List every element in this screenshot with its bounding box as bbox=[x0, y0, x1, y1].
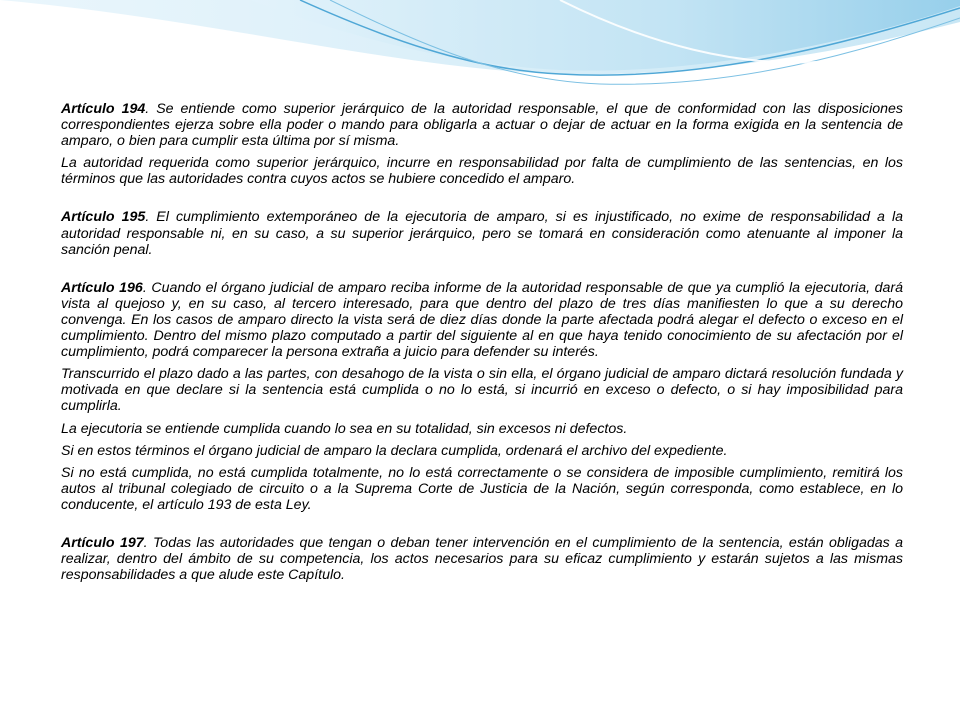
article-196-paragraph-4: Si en estos términos el órgano judicial de amparo la declara cumplida, ordenará el archivo del expediente. bbox=[61, 442, 728, 459]
article-197-paragraph-1 bbox=[61, 535, 903, 583]
article-196-label: Artículo 196 bbox=[61, 279, 143, 296]
header-wave-decoration bbox=[0, 0, 960, 110]
slide-body bbox=[61, 101, 903, 589]
article-196-text: . Cuando el órgano judicial de amparo reciba informe de la autoridad responsable de que ya cumplió la ejecutoria, dará vista al quejoso y, en su caso, al tercero interesado, para que dentro del plazo de tres días manifiesten lo que a su derecho convenga. En los casos de amparo directo la vista será de diez días donde la parte afectada podrá alegar el defecto o exceso en el cumplimiento. Dentro del mismo plazo computado a partir del siguiente al en que haya tenido conocimiento de su afectación por el cumplimiento, podrá comparecer la persona extraña a juicio para defender su interés. bbox=[61, 279, 903, 361]
article-196-paragraph-3: La ejecutoria se entiende cumplida cuando lo sea en su totalidad, sin excesos ni defectos. bbox=[61, 420, 628, 437]
article-196-paragraph-1 bbox=[61, 280, 903, 360]
article-194-paragraph-2: La autoridad requerida como superior jerárquico, incurre en responsabilidad por falta de cumplimiento de las sentencias, en los términos que las autoridades contra cuyos actos se hubiere concedido el amparo. bbox=[61, 155, 903, 188]
article-197-text: . Todas las autoridades que tengan o deban tener intervención en el cumplimiento de la sentencia, están obligadas a realizar, dentro del ámbito de su competencia, los actos necesarios para su eficaz cumplimiento y estarán sujetos a las mismas responsabilidades a que alude este Capítulo. bbox=[61, 534, 903, 584]
article-196-paragraph-5: Si no está cumplida, no está cumplida totalmente, no lo está correctamente o se considera de imposible cumplimiento, remitirá los autos al tribunal colegiado de circuito o a la Suprema Corte de Justicia de la Nación, según corresponda, como establece, en lo conducente, el artículo 193 de esta Ley. bbox=[61, 464, 903, 513]
article-197-label: Artículo 197 bbox=[61, 534, 144, 551]
article-194-text: . Se entiende como superior jerárquico de la autoridad responsable, el que de conformidad con las disposiciones correspondientes ejerza sobre ella poder o mando para obligarla a actuar o dejar de actuar en la forma exigida en la sentencia de amparo, o bien para cumplir esta última por sí misma. bbox=[61, 101, 903, 150]
article-196-paragraph-2: Transcurrido el plazo dado a las partes, con desahogo de la vista o sin ella, el órgano judicial de amparo dictará resolución fundada y motivada en que declare si la sentencia está cumplida o no lo está, si incurrió en exceso o defecto, o si hay imposibilidad para cumplirla. bbox=[61, 366, 903, 415]
article-195-text: . El cumplimiento extemporáneo de la ejecutoria de amparo, si es injustificado, no exime de responsabilidad a la autoridad responsable ni, en su caso, a su superior jerárquico, pero se tomará en consideración como atenuante al imponer la sanción penal. bbox=[61, 209, 903, 258]
article-195-paragraph-1 bbox=[61, 209, 903, 257]
article-195-label: Artículo 195 bbox=[61, 209, 146, 226]
article-194-paragraph-1 bbox=[61, 101, 903, 149]
article-194-label: Artículo 194 bbox=[61, 101, 146, 117]
